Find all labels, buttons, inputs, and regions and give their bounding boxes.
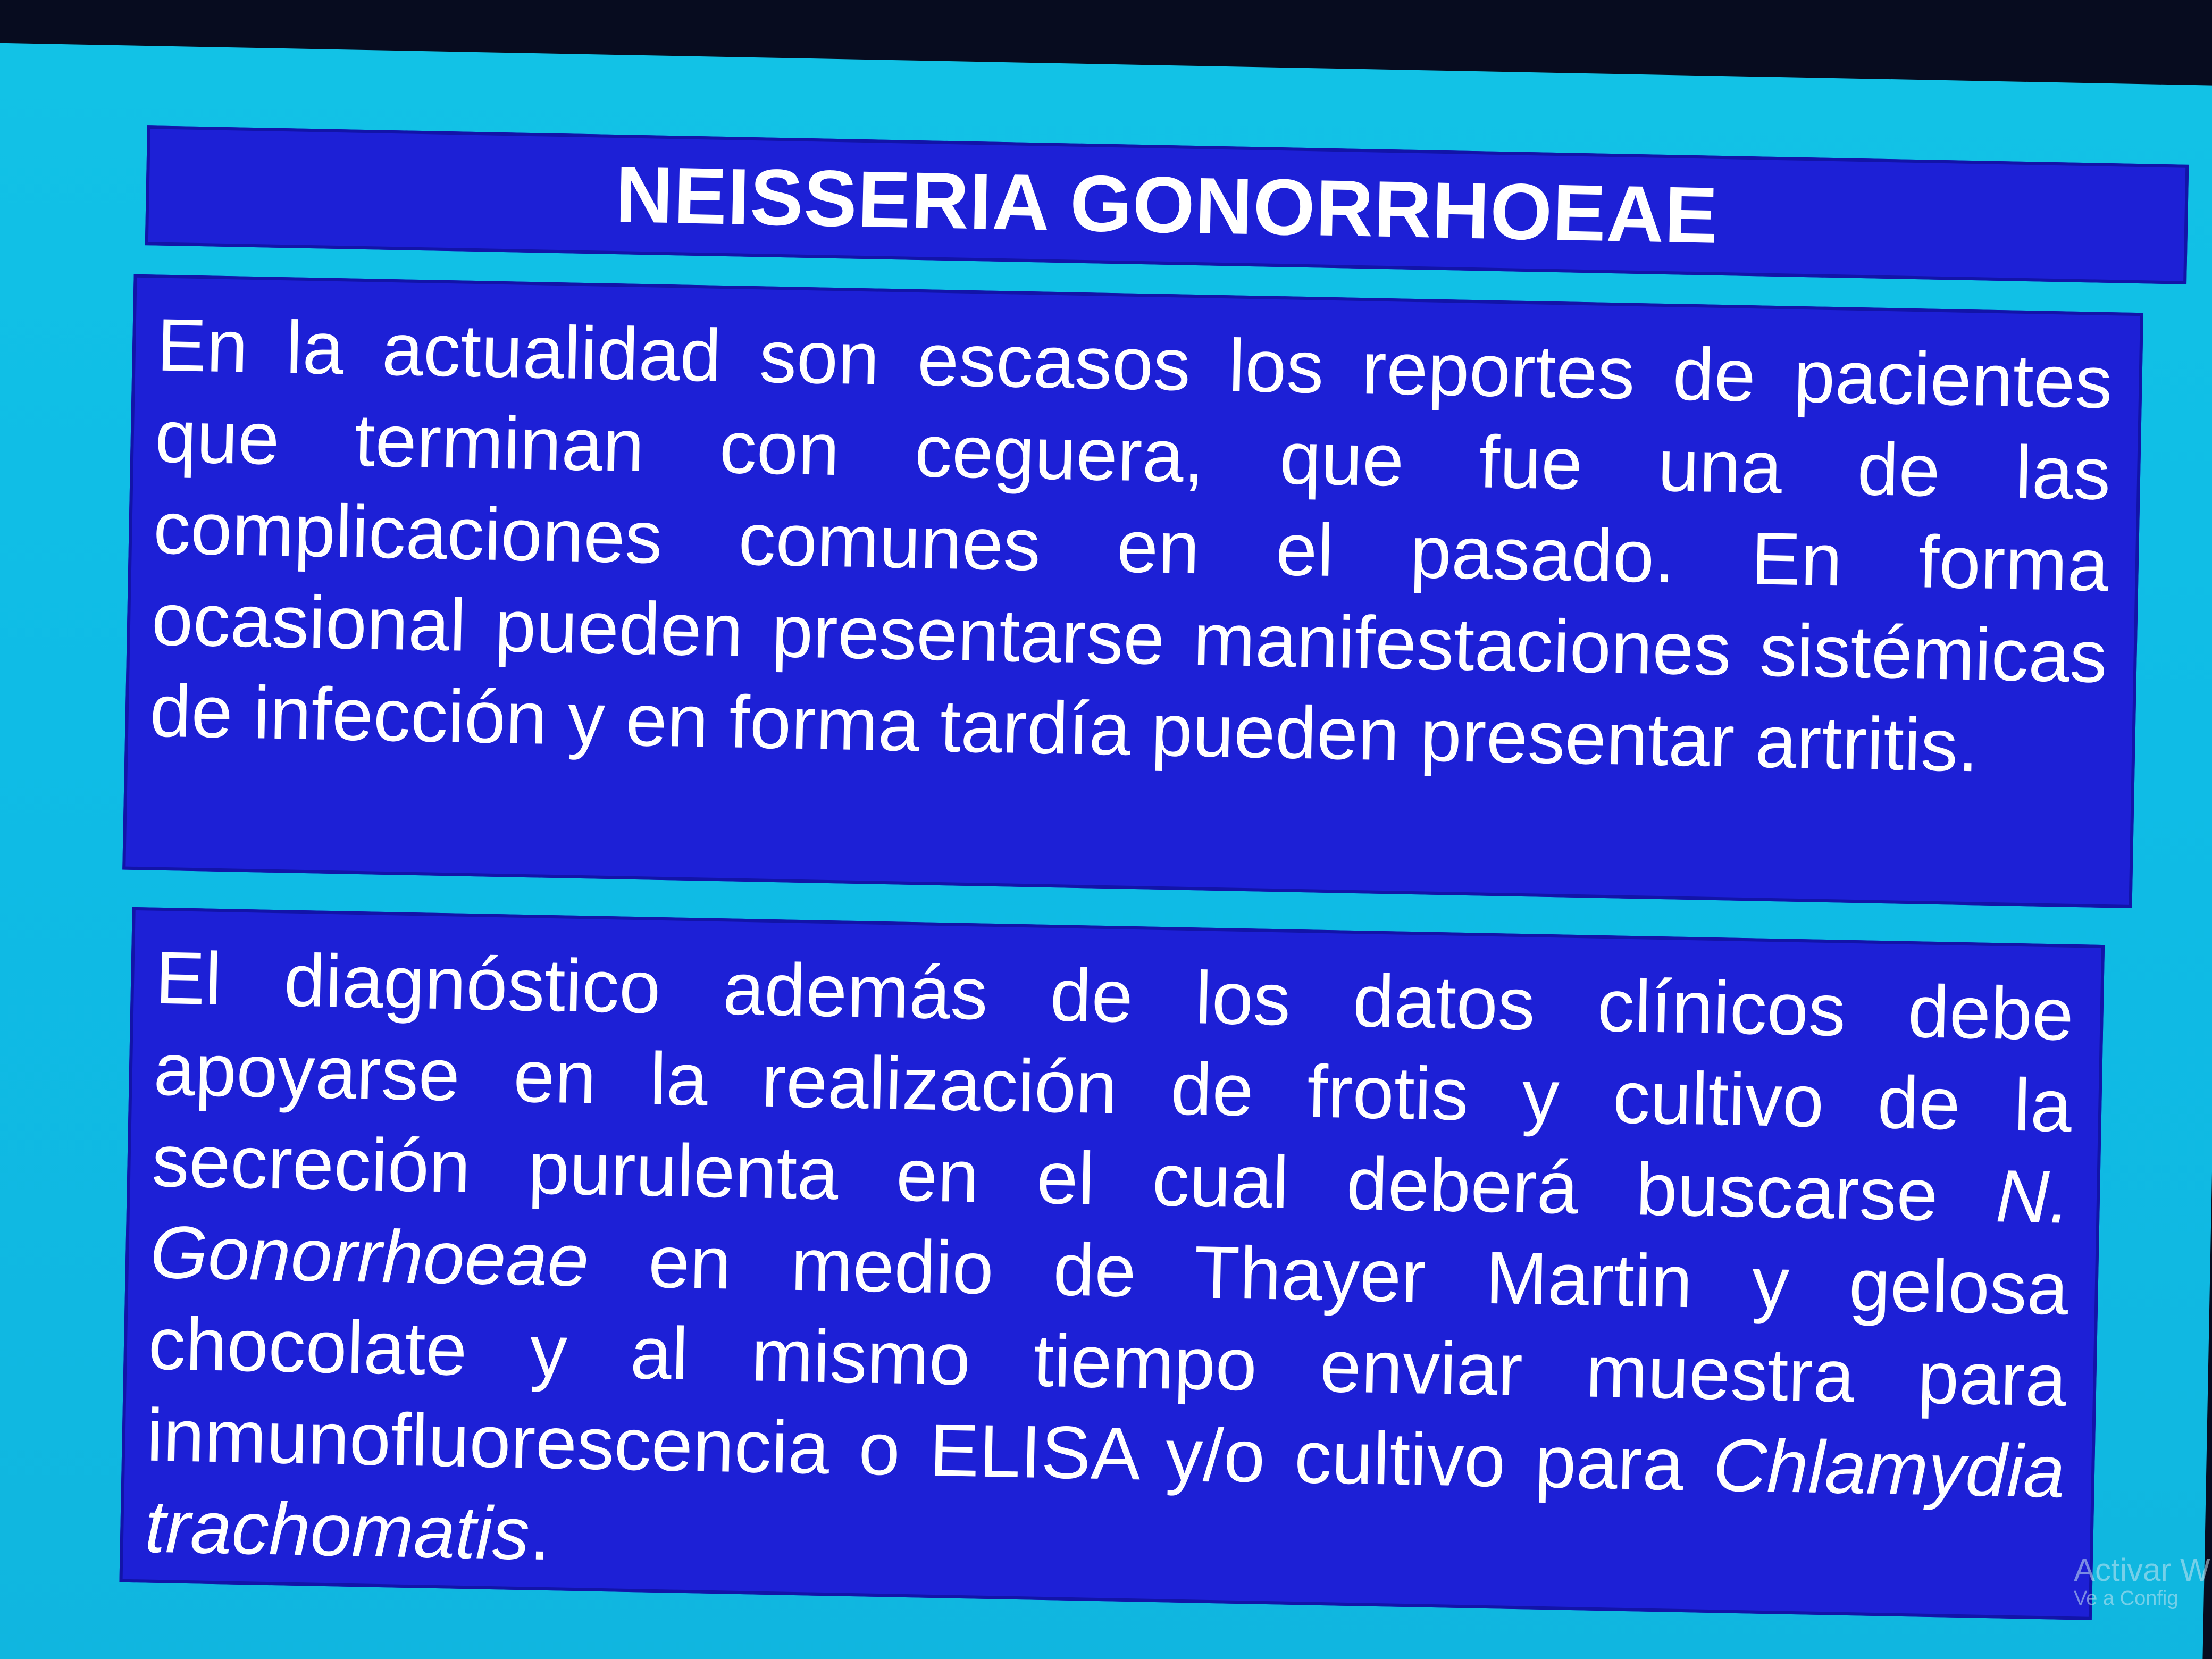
watermark-line2: Ve a Config: [2074, 1587, 2179, 1610]
title-banner: [145, 125, 2189, 284]
paragraph-diagnosis: [144, 932, 2074, 1609]
watermark-line1: Activar W: [2074, 1552, 2210, 1588]
diagnosis-organism-gonorrhoeae: N. Gonorrhoeae: [149, 1154, 2071, 1302]
slide-title: NEISSERIA GONORRHOEAE: [615, 149, 1720, 260]
diagnosis-text-part3: .: [529, 1492, 551, 1576]
diagnosis-organism-chlamydia: Chlamydia trachomatis: [144, 1423, 2066, 1576]
presentation-slide: [0, 43, 2212, 1659]
paragraph-complications: En la actualidad son escasos los reportes de pacientes que terminan con ceguera, que fue una de las complicaciones comunes en el pasado. En forma ocasional pueden presentarse manifestaciones sistémicas de infección y en forma tardía pueden presentar artritis.: [149, 303, 2113, 787]
activate-windows-watermark: [2074, 1553, 2210, 1610]
diagnosis-text-part1: El diagnóstico además de los datos clínicos debe apoyarse en la realización de frotis y cultivo de la secreción purulenta en el cual deberá buscarse: [151, 935, 2075, 1238]
diagnosis-text-part2: en medio de Thayer Martin y gelosa chocolate y al mismo tiempo enviar muestra para inmunofluorescencia o ELISA y/o cultivo para: [146, 1218, 2069, 1507]
paragraph-box-diagnosis: [119, 907, 2105, 1620]
paragraph-box-complications: [122, 274, 2143, 908]
